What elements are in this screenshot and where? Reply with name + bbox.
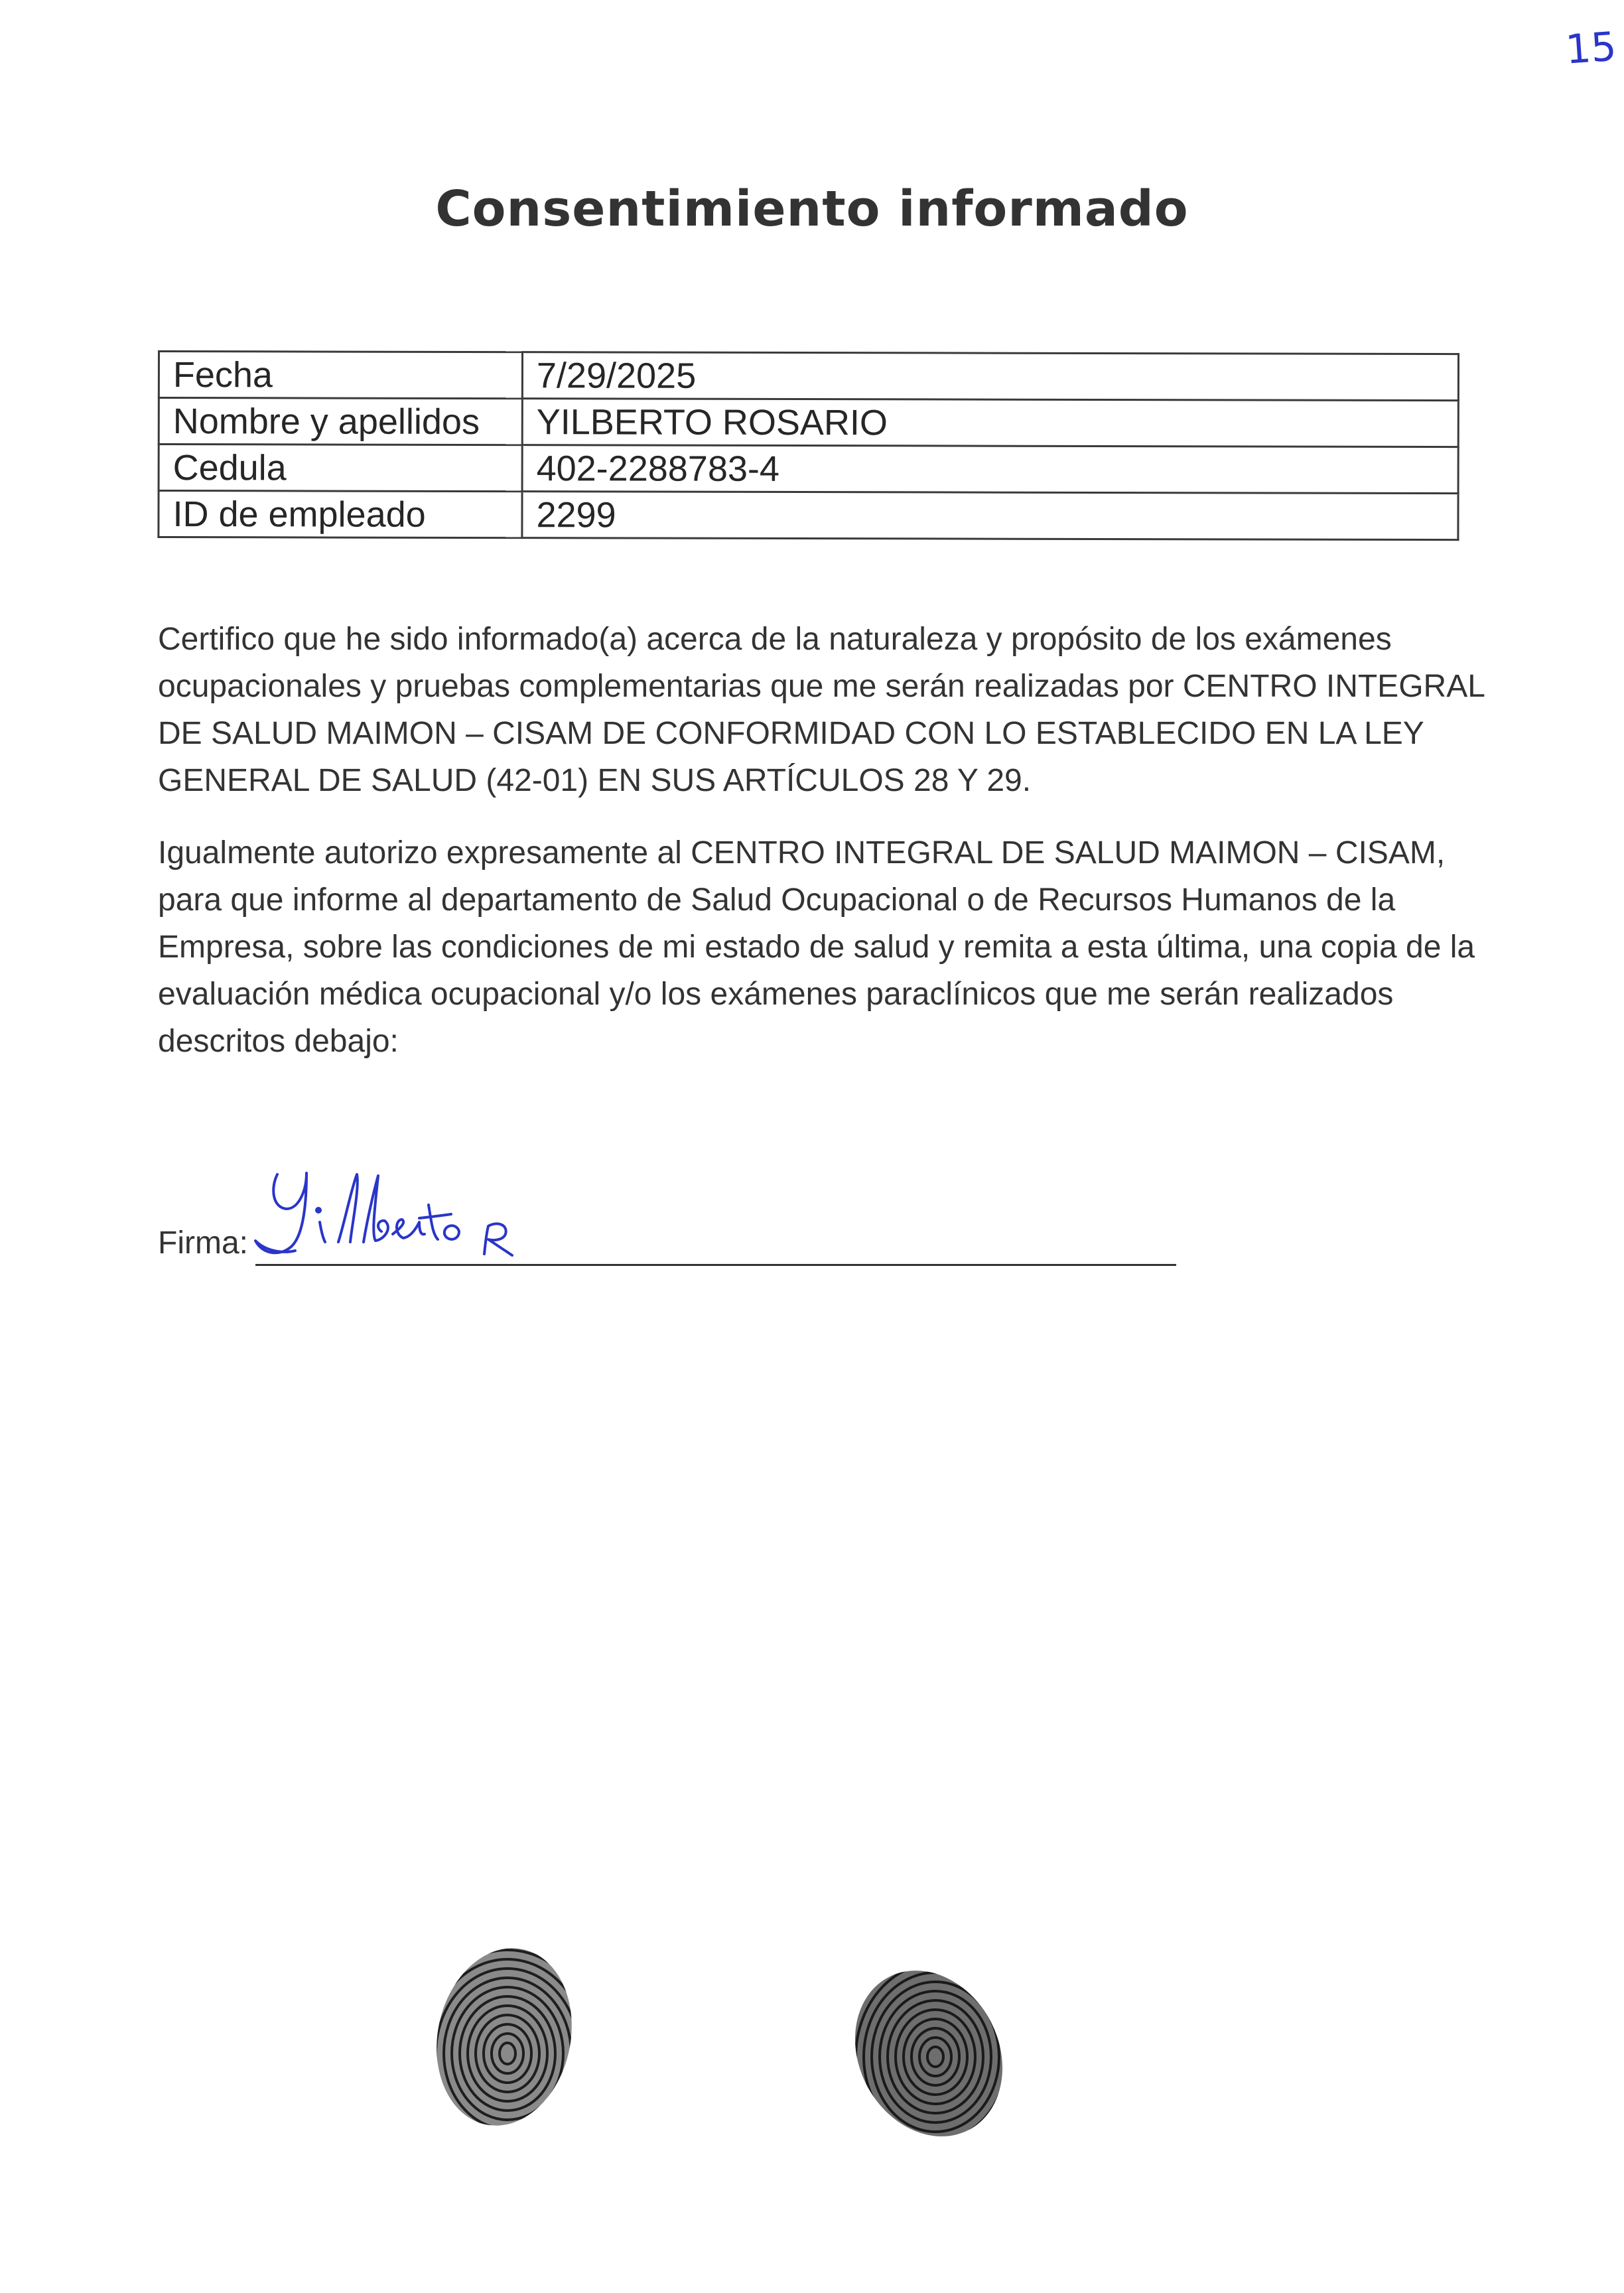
authorization-paragraph: Igualmente autorizo expresamente al CENTRO INTEGRAL DE SALUD MAIMON – CISAM, para que informe al departamento de Salud Ocupacional o de Recursos Humanos de la Empresa, sobre las condiciones de mi estado de salud y remita a esta última, una copia de la evaluación médica ocupacional y/o los exámenes paraclínicos que me serán realizados descritos debajo: <box>158 835 1475 1059</box>
fingerprint-icon <box>843 1957 1015 2150</box>
handwritten-page-number: 15 <box>1564 23 1618 74</box>
table-row <box>159 445 1458 494</box>
field-label: ID de empleado <box>159 491 522 538</box>
table-row <box>159 491 1458 540</box>
handwritten-signature-icon <box>245 1161 551 1274</box>
field-value: 2299 <box>522 492 1458 540</box>
fingerprint-icon <box>425 1937 584 2136</box>
table-row <box>159 352 1458 401</box>
field-label: Cedula <box>159 445 522 492</box>
document-title: Consentimiento informado <box>435 180 1189 238</box>
consent-paragraph: Certifico que he sido informado(a) acerca de la naturaleza y propósito de los exámenes ocupacionales y pruebas complementarias que me serán realizadas por CENTRO INTEGRAL DE SALUD MAIMON – CISAM DE CONFORMIDAD CON LO ESTABLECIDO EN LA LEY GENERAL DE SALUD (42-01) EN SUS ARTÍCULOS 28 Y 29. <box>158 622 1485 798</box>
field-label: Fecha <box>159 352 522 399</box>
table-row <box>159 398 1458 447</box>
info-table <box>157 350 1459 541</box>
field-value: 402-2288783-4 <box>522 445 1458 494</box>
signature-label: Firma: <box>158 1225 248 1261</box>
field-label: Nombre y apellidos <box>159 398 522 445</box>
field-value: YILBERTO ROSARIO <box>522 399 1458 447</box>
field-value: 7/29/2025 <box>522 352 1458 401</box>
